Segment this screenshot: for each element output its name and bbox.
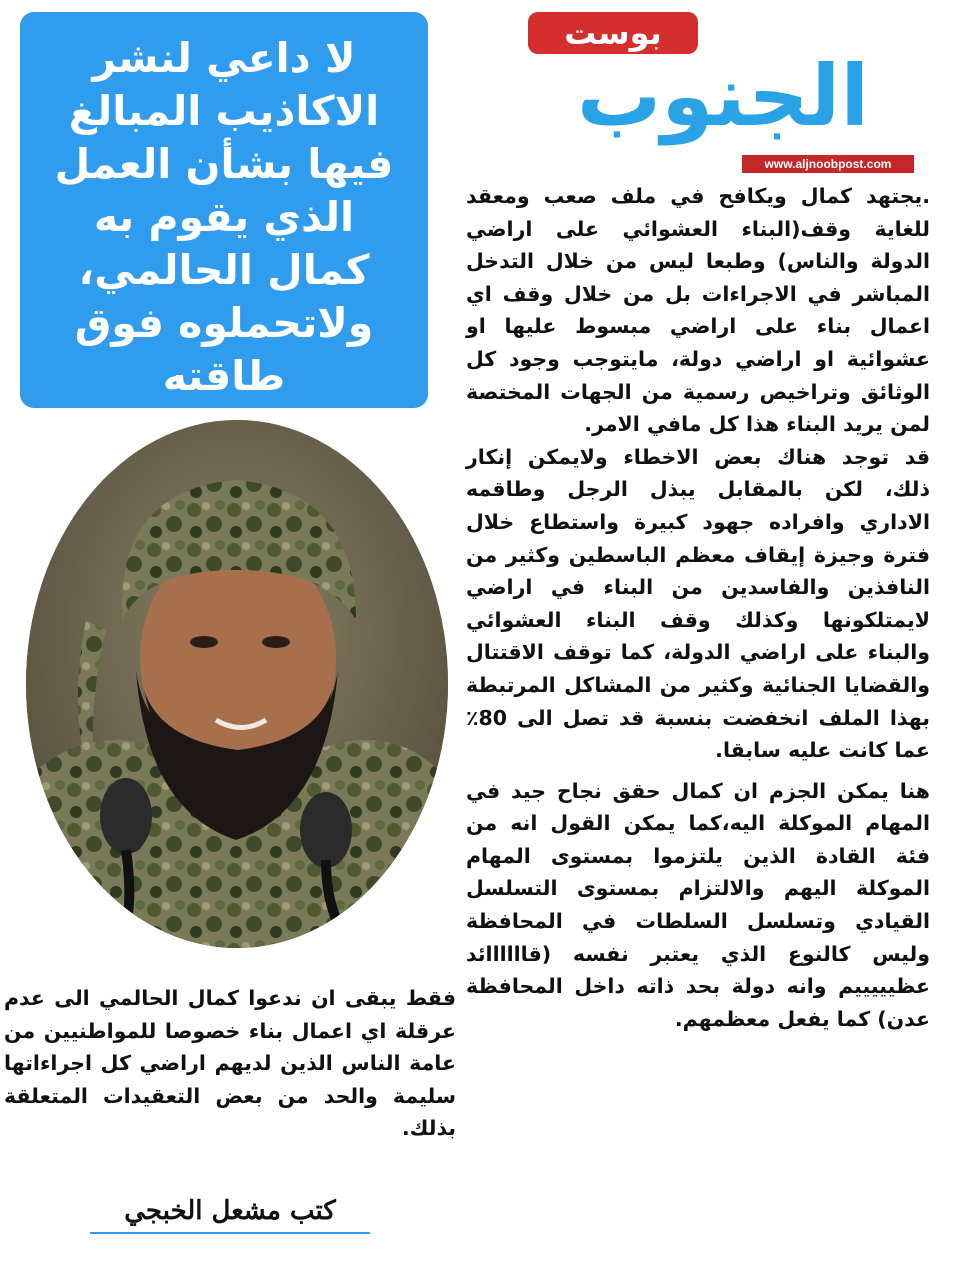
author-signature: كتب مشعل الخبجي [90,1196,370,1234]
logo-url: www.aljnoobpost.com [742,155,914,173]
headline: لا داعي لنشر الاكاذيب المبالغ فيها بشأن العمل الذي يقوم به كمال الحالمي، ولاتحملوه فوق طاقته [54,34,394,400]
logo-wordmark: الجنوب [576,47,870,145]
article-body [466,180,930,1035]
article-paragraph-2: قد توجد هناك بعض الاخطاء ولايمكن إنكار ذلك، لكن بالمقابل يبذل الرجل وطاقمه الاداري وافراده جهود كبيرة واستطاع خلال فترة وجيزة إيقاف معظم الباسطين وكثير من النافذين والفاسدين من البناء في اراضي لايمتلكونها وكذلك وقف البناء العشوائي والبناء على اراضي الدولة، كما توقف الاقتتال والقضايا الجنائية وكثير من المشاكل المرتبطة بهذا الملف انخفضت بنسبة قد تصل الى 80٪ عما كانت عليه سابقا. [466,444,930,763]
article-paragraph-3: هنا يمكن الجزم ان كمال حقق نجاح جيد في المهام الموكلة اليه،كما يمكن القول انه من فئة القادة الذين يلتزموا بمستوى المهام الموكلة اليهم والالتزام بمستوى التسلسل القيادي وتسلسل السلطات في المحافظة وليس كالنوع الذي يعتبر نفسه (قاااااائد عظيييييم وانه دولة بحد ذاته داخل المحافظة عدن) كما يفعل معظمهم. [466,778,930,1031]
logo-badge: بوست [528,12,698,54]
headline-box [20,12,428,408]
site-logo [528,10,918,170]
article-paragraph-1: .يجتهد كمال ويكافح في ملف صعب ومعقد للغاية وقف(البناء العشوائي على اراضي الدولة والناس) وطبعا ليس من خلال التدخل المباشر في الاجراءات بل من خلال وقف اي اعمال بناء على اراضي مبسوط عليها او عشوائية او اراضي دولة، مايتوجب وجود كل الوثائق وتراخيص رسمية من الجهات المختصة لمن يريد البناء هذا كل مافي الامر. [466,184,930,437]
closing-paragraph: فقط يبقى ان ندعوا كمال الحالمي الى عدم عرقلة اي اعمال بناء خصوصا للمواطنيين من عامة الناس الذين لديهم اراضي كل اجراءاتها سليمة والحد من بعض التعقيدات المتعلقة بذلك. [4,986,456,1141]
portrait-photo [26,420,448,948]
portrait-illustration [26,420,448,948]
